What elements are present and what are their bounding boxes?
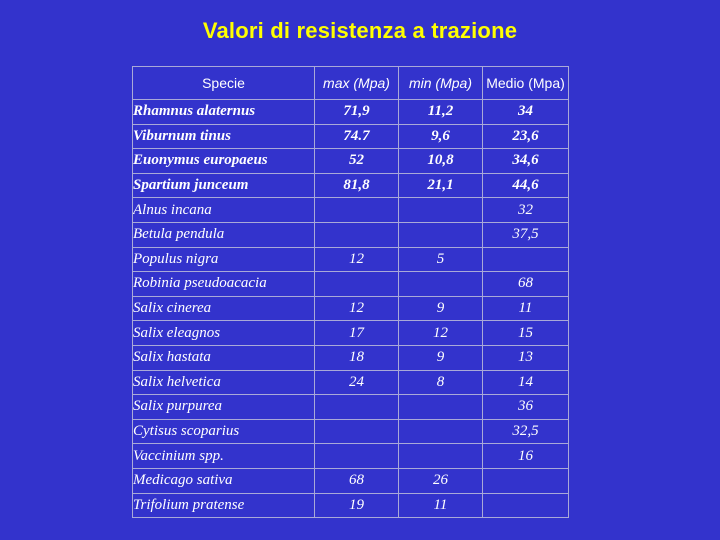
max-cell [315, 419, 399, 444]
table-row [133, 345, 569, 370]
max-cell: 71,9 [315, 100, 399, 125]
medio-cell [483, 493, 569, 518]
table-row [133, 419, 569, 444]
min-cell [399, 444, 483, 469]
medio-cell: 15 [483, 321, 569, 346]
medio-cell: 44,6 [483, 173, 569, 198]
table-row [133, 493, 569, 518]
table-row [133, 100, 569, 125]
min-cell [399, 222, 483, 247]
max-cell: 52 [315, 149, 399, 174]
table-row [133, 321, 569, 346]
medio-cell: 13 [483, 345, 569, 370]
species-cell: Spartium junceum [133, 173, 315, 198]
min-cell [399, 419, 483, 444]
species-cell: Salix eleagnos [133, 321, 315, 346]
min-cell [399, 395, 483, 420]
table-row [133, 124, 569, 149]
medio-cell [483, 247, 569, 272]
max-cell [315, 395, 399, 420]
medio-cell: 32,5 [483, 419, 569, 444]
species-cell: Salix purpurea [133, 395, 315, 420]
header-max: max (Mpa) [315, 67, 399, 100]
min-cell: 26 [399, 468, 483, 493]
medio-cell: 37,5 [483, 222, 569, 247]
species-cell: Euonymus europaeus [133, 149, 315, 174]
species-cell: Medicago sativa [133, 468, 315, 493]
medio-cell: 23,6 [483, 124, 569, 149]
species-cell: Salix cinerea [133, 296, 315, 321]
table-row [133, 395, 569, 420]
species-cell: Salix hastata [133, 345, 315, 370]
max-cell [315, 222, 399, 247]
species-cell: Vaccinium spp. [133, 444, 315, 469]
species-cell: Salix helvetica [133, 370, 315, 395]
species-cell: Robinia pseudoacacia [133, 272, 315, 297]
min-cell [399, 198, 483, 223]
max-cell: 12 [315, 296, 399, 321]
max-cell: 19 [315, 493, 399, 518]
min-cell: 21,1 [399, 173, 483, 198]
table-row [133, 198, 569, 223]
species-cell: Populus nigra [133, 247, 315, 272]
table-row [133, 173, 569, 198]
max-cell: 74.7 [315, 124, 399, 149]
min-cell: 5 [399, 247, 483, 272]
medio-cell [483, 468, 569, 493]
table-row [133, 247, 569, 272]
max-cell: 81,8 [315, 173, 399, 198]
max-cell: 17 [315, 321, 399, 346]
table-row [133, 444, 569, 469]
min-cell: 10,8 [399, 149, 483, 174]
min-cell: 9 [399, 345, 483, 370]
table-row [133, 468, 569, 493]
min-cell: 9 [399, 296, 483, 321]
species-cell: Rhamnus alaternus [133, 100, 315, 125]
table-row [133, 222, 569, 247]
table-row [133, 370, 569, 395]
max-cell [315, 272, 399, 297]
max-cell: 68 [315, 468, 399, 493]
min-cell [399, 272, 483, 297]
medio-cell: 32 [483, 198, 569, 223]
min-cell: 11 [399, 493, 483, 518]
table-row [133, 272, 569, 297]
min-cell: 9,6 [399, 124, 483, 149]
medio-cell: 34 [483, 100, 569, 125]
medio-cell: 14 [483, 370, 569, 395]
medio-cell: 11 [483, 296, 569, 321]
table-row [133, 149, 569, 174]
species-cell: Viburnum tinus [133, 124, 315, 149]
table-row [133, 296, 569, 321]
header-medio: Medio (Mpa) [483, 67, 569, 100]
max-cell [315, 444, 399, 469]
species-cell: Alnus incana [133, 198, 315, 223]
max-cell: 12 [315, 247, 399, 272]
species-cell: Cytisus scoparius [133, 419, 315, 444]
max-cell: 18 [315, 345, 399, 370]
header-specie: Specie [133, 67, 315, 100]
species-cell: Trifolium pratense [133, 493, 315, 518]
max-cell [315, 198, 399, 223]
medio-cell: 16 [483, 444, 569, 469]
species-cell: Betula pendula [133, 222, 315, 247]
max-cell: 24 [315, 370, 399, 395]
medio-cell: 34,6 [483, 149, 569, 174]
min-cell: 12 [399, 321, 483, 346]
slide-title: Valori di resistenza a trazione [202, 18, 518, 43]
medio-cell: 36 [483, 395, 569, 420]
min-cell: 11,2 [399, 100, 483, 125]
table-header-row [133, 67, 569, 100]
medio-cell: 68 [483, 272, 569, 297]
header-min: min (Mpa) [399, 67, 483, 100]
min-cell: 8 [399, 370, 483, 395]
resistance-table [132, 66, 569, 518]
